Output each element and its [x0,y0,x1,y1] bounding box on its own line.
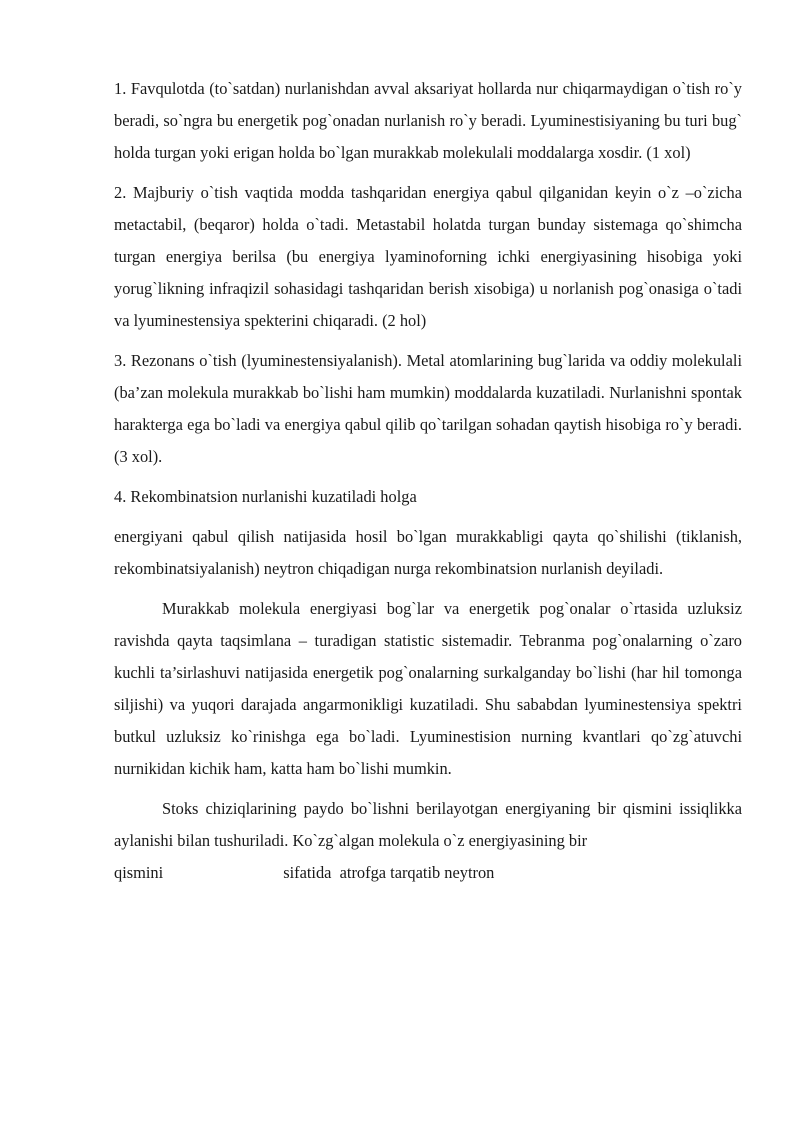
paragraph-4-heading: 4. Rekombinatsion nurlanishi kuzatiladi holga [114,487,417,506]
paragraph-3: 3. Rezonans o`tish (lyuminestensiyalanish). Metal atomlarining bug`larida va oddiy molekulali (ba’zan molekula murakkab bo`lishi ham mumkin) moddalarda kuzatiladi. Nurlanishni spontak harakterga ega bo`ladi va energiya qabul qilib qo`tarilgan sohadan qaytish hisobiga ro`y beradi. (3 xol). [114,351,742,466]
paragraph-4-body: energiyani qabul qilish natijasida hosil bo`lgan murakkabligi qayta qo`shilishi (tiklanish, rekombinatsiyalanish) neytron chiqadigan nurga rekombinatsion nurlanish deyiladi. [114,527,742,578]
paragraph-2: 2. Majburiy o`tish vaqtida modda tashqaridan energiya qabul qilganidan keyin o`z –o`zicha metactabil, (beqaror) holda o`tadi. Metastabil holatda turgan bunday sistemaga qo`shimcha turgan energiya berilsa (bu energiya lyaminoforning ichki energiyasining hisobiga yoki yorug`likning infraqizil sohasidagi tashqaridan berish xisobiga) u norlanish pog`onasiga o`tadi va lyuminestensiya spekterini chiqaradi. (2 hol) [114,183,742,330]
paragraph-1: 1. Favqulotda (to`satdan) nurlanishdan avval aksariyat hollarda nur chiqarmaydigan o`tish ro`y beradi, so`ngra bu energetik pog`onadan nurlanish ro`y beradi. Lyuminestisiyaning bu turi bug` holda turgan yoki erigan holda bo`lgan murakkab molekulali moddalarga xosdir. (1 xol) [114,79,742,162]
paragraph-6-last-line [114,857,742,889]
last-line-right: sifatida atrofga tarqatib neytron [283,863,495,882]
paragraph-5: Murakkab molekula energiyasi bog`lar va energetik pog`onalar o`rtasida uzluksiz ravishda qayta taqsimlana – turadigan statistic sistemadir. Tebranma pog`onalarning o`zaro kuchli ta’sirlashuvi natijasida energetik pog`onalarning surkalganday bo`lishi (har hil tomonga siljishi) va yuqori darajada angarmonikligi kuzatiladi. Shu sababdan lyuminestensiya spektri butkul uzluksiz ko`rinishga ega bo`ladi. Lyuminestision nurning kvantlari qo`zg`atuvchi nurnikidan kichik ham, katta ham bo`lishi mumkin. [114,599,742,778]
document-page [114,73,742,889]
last-line-left: qismini [114,863,164,882]
paragraph-6: Stoks chiziqlarining paydo bo`lishni berilayotgan energiyaning bir qismini issiqlikka aylanishi bilan tushuriladi. Ko`zg`algan molekula o`z energiyasining bir [114,799,742,850]
